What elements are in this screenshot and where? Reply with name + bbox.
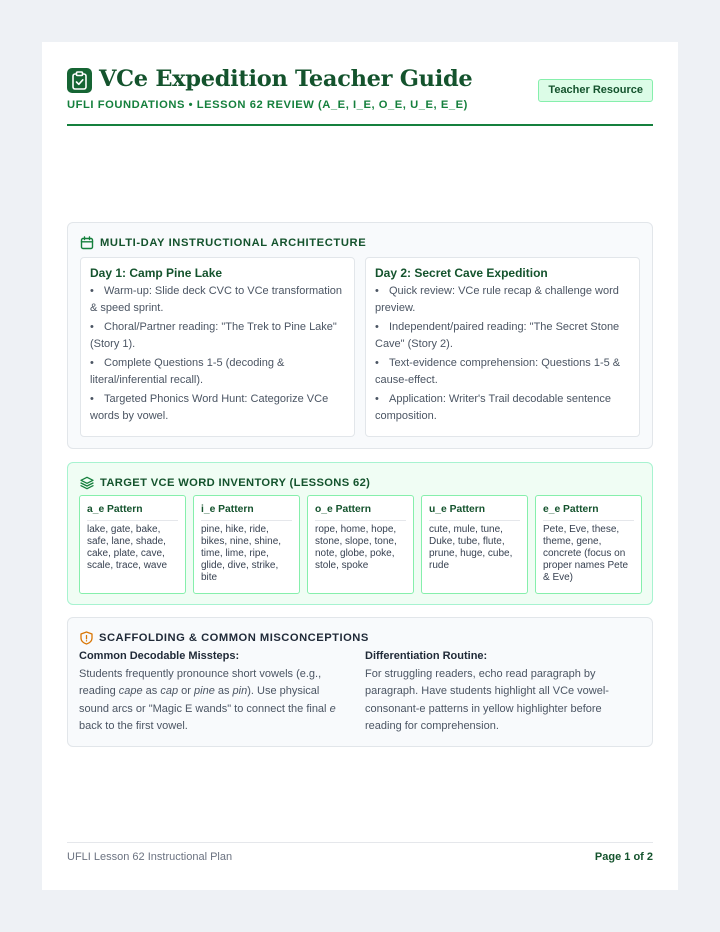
list-item: • Text-evidence comprehension: Questions 1-5 & cause-effect. [375,357,621,386]
pattern-title: u_e Pattern [429,504,520,521]
pattern-words: lake, gate, bake, safe, lane, shade, cake, plate, cave, scale, trace, wave [87,524,168,571]
list-item: • Choral/Partner reading: "The Trek to Pine Lake" (Story 1). [90,321,337,350]
pattern-words: Pete, Eve, these, theme, gene, concrete (focus on proper names Pete & Eve) [543,524,629,583]
footer-plan-label: UFLI Lesson 62 Instructional Plan [67,851,233,863]
differentiation-title: Differentiation Routine: [365,650,488,662]
pattern-title: i_e Pattern [201,504,292,521]
pattern-card-e-e [535,495,642,594]
list-item: • Quick review: VCe rule recap & challenge word preview. [375,285,619,314]
missteps-text: Students frequently pronounce short vowels (e.g., reading cape as cap or pine as pin). Use physical sound arcs or "Magic E wands" to connect the final e back to the first vowel. [79,668,336,733]
clipboard-check-icon [67,68,92,93]
list-item: • Independent/paired reading: "The Secret Stone Cave" (Story 2). [375,321,620,350]
teacher-resource-badge: Teacher Resource [538,79,653,102]
word-inventory-section [67,462,653,605]
layers-icon [80,476,94,490]
architecture-heading [80,235,366,251]
architecture-section [67,222,653,449]
list-item: • Complete Questions 1-5 (decoding & literal/inferential recall). [90,357,285,386]
day-activity-list [375,283,630,425]
scaffolding-section [67,617,653,747]
day-title: Day 2: Secret Cave Expedition [375,266,548,280]
day-2-card [365,257,640,437]
missteps-title: Common Decodable Missteps: [79,650,240,662]
guide-page [42,42,678,890]
page-title: VCe Expedition Teacher Guide [99,66,473,92]
list-item: • Application: Writer's Trail decodable sentence composition. [375,393,612,422]
missteps-column [79,650,351,736]
pattern-title: a_e Pattern [87,504,178,521]
scaffolding-heading-label: SCAFFOLDING & COMMON MISCONCEPTIONS [99,632,369,644]
differentiation-column [365,650,637,736]
page-subtitle: UFLI FOUNDATIONS • LESSON 62 REVIEW (A_E, I_E, O_E, U_E, E_E) [67,99,468,111]
inventory-heading-label: TARGET VCE WORD INVENTORY (LESSONS 62) [100,477,371,489]
pattern-words: cute, mule, tune, Duke, tube, flute, prune, huge, cube, rude [429,524,513,571]
scaffolding-heading [80,630,369,646]
differentiation-text: For struggling readers, echo read paragraph by paragraph. Have students highlight all VCe vowel-consonant-e patterns in yellow highlighter before reading for comprehension. [365,668,609,733]
page-number: Page 1 of 2 [594,851,653,863]
day-1-card [80,257,355,437]
list-item: • Targeted Phonics Word Hunt: Categorize VCe words by vowel. [90,393,329,422]
list-item: • Warm-up: Slide deck CVC to VCe transformation & speed sprint. [90,285,343,314]
inventory-heading [80,475,370,491]
pattern-card-a-e [79,495,186,594]
pattern-title: o_e Pattern [315,504,406,521]
shield-alert-icon [80,631,93,645]
pattern-card-o-e [307,495,414,594]
pattern-words: rope, home, hope, stone, slope, tone, note, globe, poke, stole, spoke [315,524,397,571]
pattern-card-u-e [421,495,528,594]
day-title: Day 1: Camp Pine Lake [90,266,223,280]
architecture-heading-label: MULTI-DAY INSTRUCTIONAL ARCHITECTURE [100,237,367,249]
page-header [67,68,653,126]
calendar-icon [80,236,94,250]
day-activity-list [90,283,345,425]
pattern-words: pine, hike, ride, bikes, nine, shine, time, lime, ripe, glide, dive, strike, bite [201,524,282,583]
page-footer [67,842,653,864]
pattern-title: e_e Pattern [543,504,634,521]
pattern-card-i-e [193,495,300,594]
